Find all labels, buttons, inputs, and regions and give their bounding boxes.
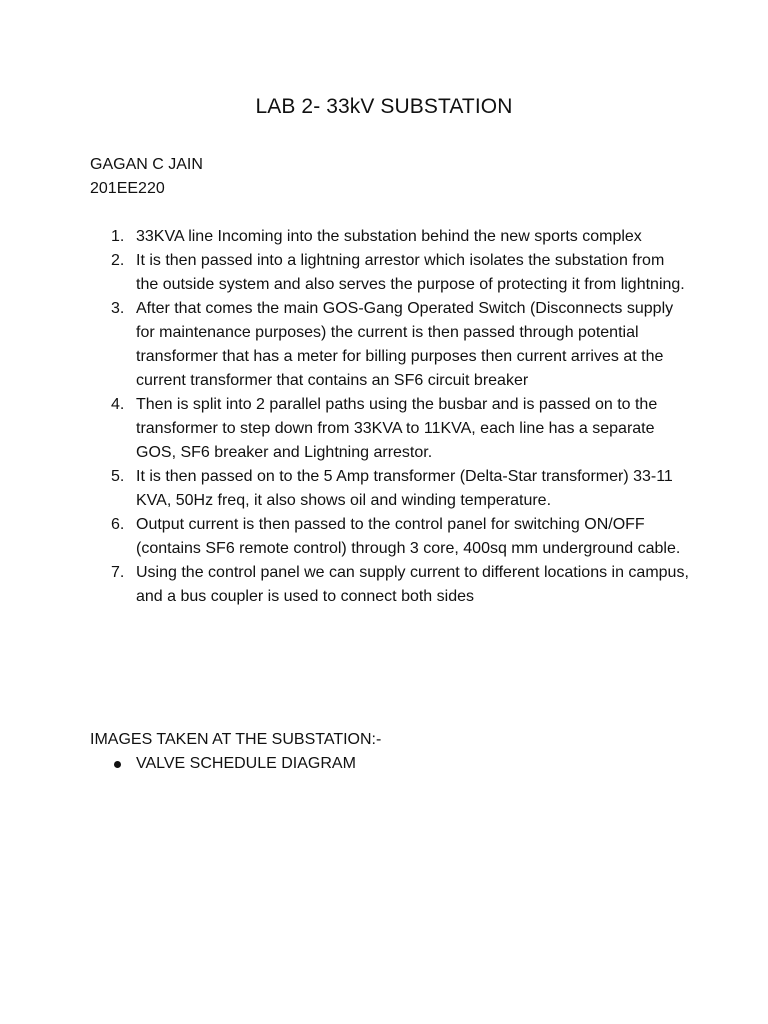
author-id: 201EE220	[90, 180, 165, 197]
list-item	[90, 225, 690, 249]
list-item	[90, 561, 690, 609]
list-item	[90, 752, 356, 776]
list-item	[90, 513, 690, 561]
document-title: LAB 2- 33kV SUBSTATION	[255, 95, 513, 118]
list-item	[90, 393, 690, 465]
list-item-text: VALVE SCHEDULE DIAGRAM	[136, 755, 356, 772]
list-item-number: 7.	[111, 564, 125, 581]
list-item-number: 1.	[111, 228, 125, 245]
list-item-text: Using the control panel we can supply current to different locations in campus, and a bus coupler is used to connect both sides	[136, 564, 689, 605]
list-item-text: After that comes the main GOS-Gang Operated Switch (Disconnects supply for maintenance purposes) the current is then passed through potential transformer that has a meter for billing purposes then current arrives at the current transformer that contains an SF6 circuit breaker	[136, 300, 674, 389]
images-heading: IMAGES TAKEN AT THE SUBSTATION:-	[90, 731, 382, 748]
list-item	[90, 249, 690, 297]
author-name: GAGAN C JAIN	[90, 156, 203, 173]
list-item-text: It is then passed into a lightning arrestor which isolates the substation from the outside system and also serves the purpose of protecting it from lightning.	[136, 252, 685, 293]
bullet-icon	[114, 761, 121, 768]
steps-list	[90, 225, 690, 609]
list-item-text: Then is split into 2 parallel paths using the busbar and is passed on to the transformer to step down from 33KVA to 11KVA, each line has a separate GOS, SF6 breaker and Lightning arrestor.	[136, 396, 658, 461]
list-item-number: 2.	[111, 252, 125, 269]
list-item-number: 3.	[111, 300, 125, 317]
list-item-text: It is then passed on to the 5 Amp transformer (Delta-Star transformer) 33-11 KVA, 50Hz freq, it also shows oil and winding temperature.	[136, 468, 673, 509]
list-item-number: 4.	[111, 396, 125, 413]
images-list	[90, 752, 356, 776]
list-item-number: 6.	[111, 516, 125, 533]
list-item	[90, 297, 690, 393]
list-item	[90, 465, 690, 513]
list-item-text: Output current is then passed to the control panel for switching ON/OFF (contains SF6 remote control) through 3 core, 400sq mm underground cable.	[136, 516, 681, 557]
list-item-text: 33KVA line Incoming into the substation behind the new sports complex	[136, 228, 642, 245]
list-item-number: 5.	[111, 468, 125, 485]
author-block	[90, 153, 203, 201]
